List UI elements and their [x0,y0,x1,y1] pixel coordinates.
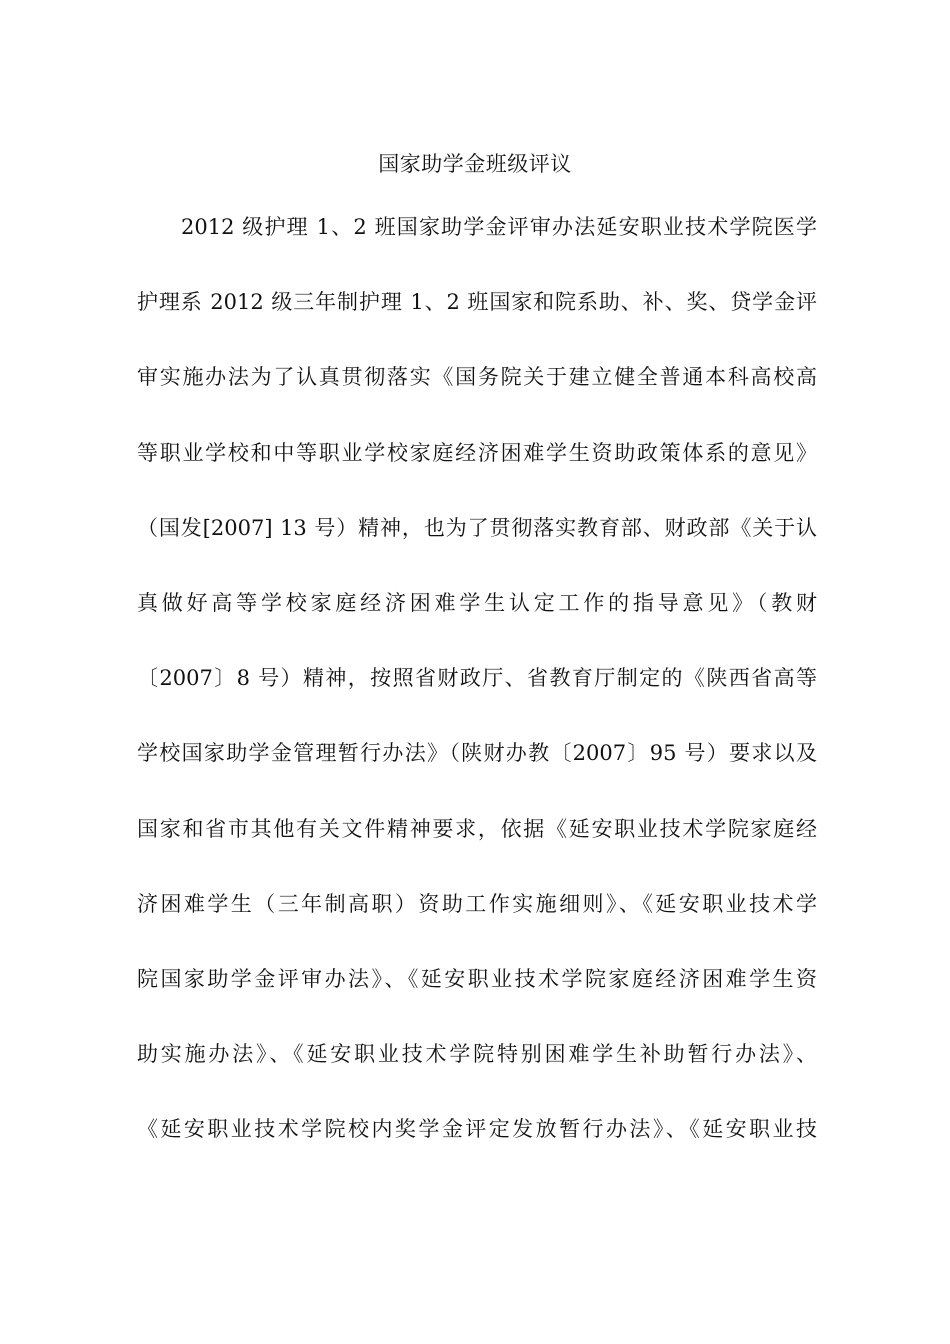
paragraph-line: （国发[2007] 13 号）精神，也为了贯彻落实教育部、财政部《关于认 [137,515,817,540]
paragraph-line: 2012 级护理 1、2 班国家助学金评审办法延安职业技术学院医学 [181,215,817,239]
paragraph-line: 院国家助学金评审办法》、《延安职业技术学院家庭经济困难学生资 [137,966,817,991]
paragraph-line: 〔2007〕8 号）精神，按照省财政厅、省教育厅制定的《陕西省高等 [137,666,817,691]
paragraph-line: 护理系 2012 级三年制护理 1、2 班国家和院系助、补、奖、贷学金评 [137,290,817,315]
paragraph-line: 济困难学生（三年制高职）资助工作实施细则》、《延安职业技术学 [137,891,817,916]
paragraph-line: 审实施办法为了认真贯彻落实《国务院关于建立健全普通本科高校高 [137,365,817,390]
document-body [137,210,817,1187]
paragraph-line: 真做好高等学校家庭经济困难学生认定工作的指导意见》（教财 [137,590,817,615]
paragraph-line: 学校国家助学金管理暂行办法》（陕财办教〔2007〕95 号）要求以及 [137,741,817,766]
document-title: 国家助学金班级评议 [378,152,572,176]
paragraph-line: 等职业学校和中等职业学校家庭经济困难学生资助政策体系的意见》 [137,440,817,465]
paragraph-line: 助实施办法》、《延安职业技术学院特别困难学生补助暂行办法》、 [137,1042,817,1067]
paragraph-line: 国家和省市其他有关文件精神要求，依据《延安职业技术学院家庭经 [137,816,817,841]
paragraph-line: 《延安职业技术学院校内奖学金评定发放暂行办法》、《延安职业技 [137,1117,817,1142]
